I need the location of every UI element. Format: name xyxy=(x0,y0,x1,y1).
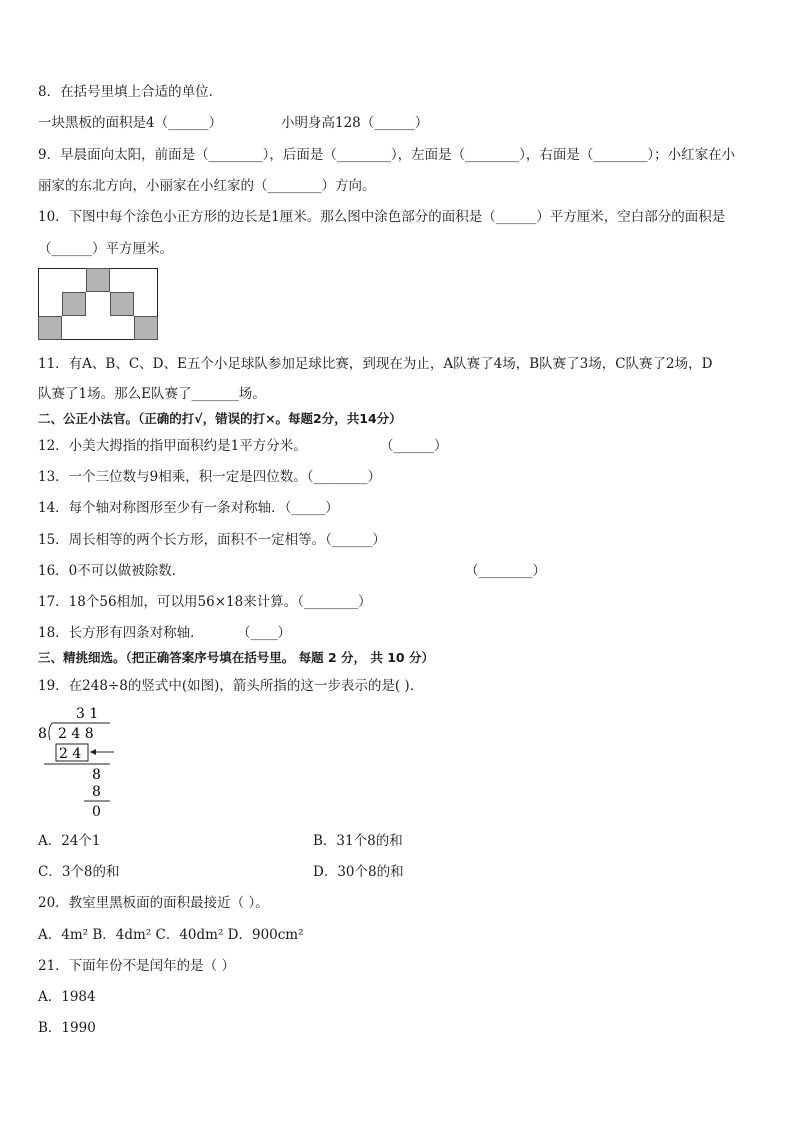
shaded-square xyxy=(62,292,86,316)
question-12-blank: （______） xyxy=(380,438,448,454)
division-bracket xyxy=(49,723,52,740)
question-20-text: 20．教室里黑板面的面积最接近（ ）。 xyxy=(38,895,269,911)
shaded-square xyxy=(38,316,62,340)
quotient: 3 1 xyxy=(76,706,99,722)
question-10-line-1: 10．下图中每个涂色小正方形的边长是1厘米。那么图中涂色部分的面积是（______）平方厘米，空白部分的面积是 xyxy=(38,209,726,225)
question-16-blank: （________） xyxy=(465,563,546,579)
remainder-2: 0 xyxy=(92,804,101,820)
shaded-square xyxy=(134,316,158,340)
question-10-line-2: （______）平方厘米。 xyxy=(38,241,173,257)
question-8-part-a: 一块黑板的面积是4（______） xyxy=(38,115,223,131)
question-21-text: 21．下面年份不是闰年的是（ ） xyxy=(38,958,235,974)
divisor: 8 xyxy=(38,726,47,742)
question-21-option-a: A．1984 xyxy=(38,989,96,1005)
question-14: 14．每个轴对称图形至少有一条对称轴．（_____） xyxy=(38,500,339,516)
question-13: 13．一个三位数与9相乘，积一定是四位数。（________） xyxy=(38,469,382,485)
question-12-text: 12．小美大拇指的指甲面积约是1平方分米。 xyxy=(38,438,307,454)
question-18-text: 18．长方形有四条对称轴． xyxy=(38,625,204,641)
question-19-text: 19．在248÷8的竖式中(如图)，箭头所指的这一步表示的是( )． xyxy=(38,678,424,694)
dividend: 2 4 8 xyxy=(58,726,94,742)
question-9-line-2: 丽家的东北方向，小丽家在小红家的（________）方向。 xyxy=(38,178,376,194)
question-18-blank: （____） xyxy=(237,625,291,641)
question-11-line-2: 队赛了1场。那么E队赛了_______场。 xyxy=(38,386,266,402)
question-21-option-b: B．1990 xyxy=(38,1020,96,1036)
question-11-line-1: 11．有A、B、C、D、E五个小足球队参加足球比赛，到现在为止，A队赛了4场，B队赛了3场，C队赛了2场，D xyxy=(38,356,713,372)
question-20-options: A．4m² B．4dm² C．40dm² D．900cm² xyxy=(38,927,304,943)
long-division-figure xyxy=(30,704,130,824)
question-19-option-d: D．30个8的和 xyxy=(313,864,404,880)
section-3-heading: 三、精挑细选。（把正确答案序号填在括号里。 每题 2 分， 共 10 分） xyxy=(38,650,434,665)
question-19-option-a: A．24个1 xyxy=(38,833,101,849)
shaded-square xyxy=(86,268,110,292)
question-19-option-b: B．31个8的和 xyxy=(313,833,403,849)
remainder-1: 8 xyxy=(92,767,101,783)
shaded-squares-figure xyxy=(38,268,158,340)
arrow-icon xyxy=(90,749,96,755)
question-19-option-c: C．3个8的和 xyxy=(38,864,120,880)
question-16-text: 16．0不可以做被除数． xyxy=(38,563,186,579)
shaded-square xyxy=(110,292,134,316)
partial-product-1: 2 4 xyxy=(59,746,82,762)
question-17: 17．18个56相加，可以用56×18来计算。（________） xyxy=(38,594,372,610)
question-8-part-b: 小明身高128（______） xyxy=(281,115,429,131)
section-2-heading: 二、公正小法官。（正确的打√，错误的打×。每题2分，共14分） xyxy=(38,411,402,426)
question-9-line-1: 9．早晨面向太阳，前面是（________），后面是（________），左面是（________），右面是（________）；小红家在小 xyxy=(38,147,736,163)
question-8-title: 8．在括号里填上合适的单位． xyxy=(38,84,223,100)
question-15: 15．周长相等的两个长方形，面积不一定相等。（______） xyxy=(38,532,386,548)
partial-product-2: 8 xyxy=(92,784,101,800)
